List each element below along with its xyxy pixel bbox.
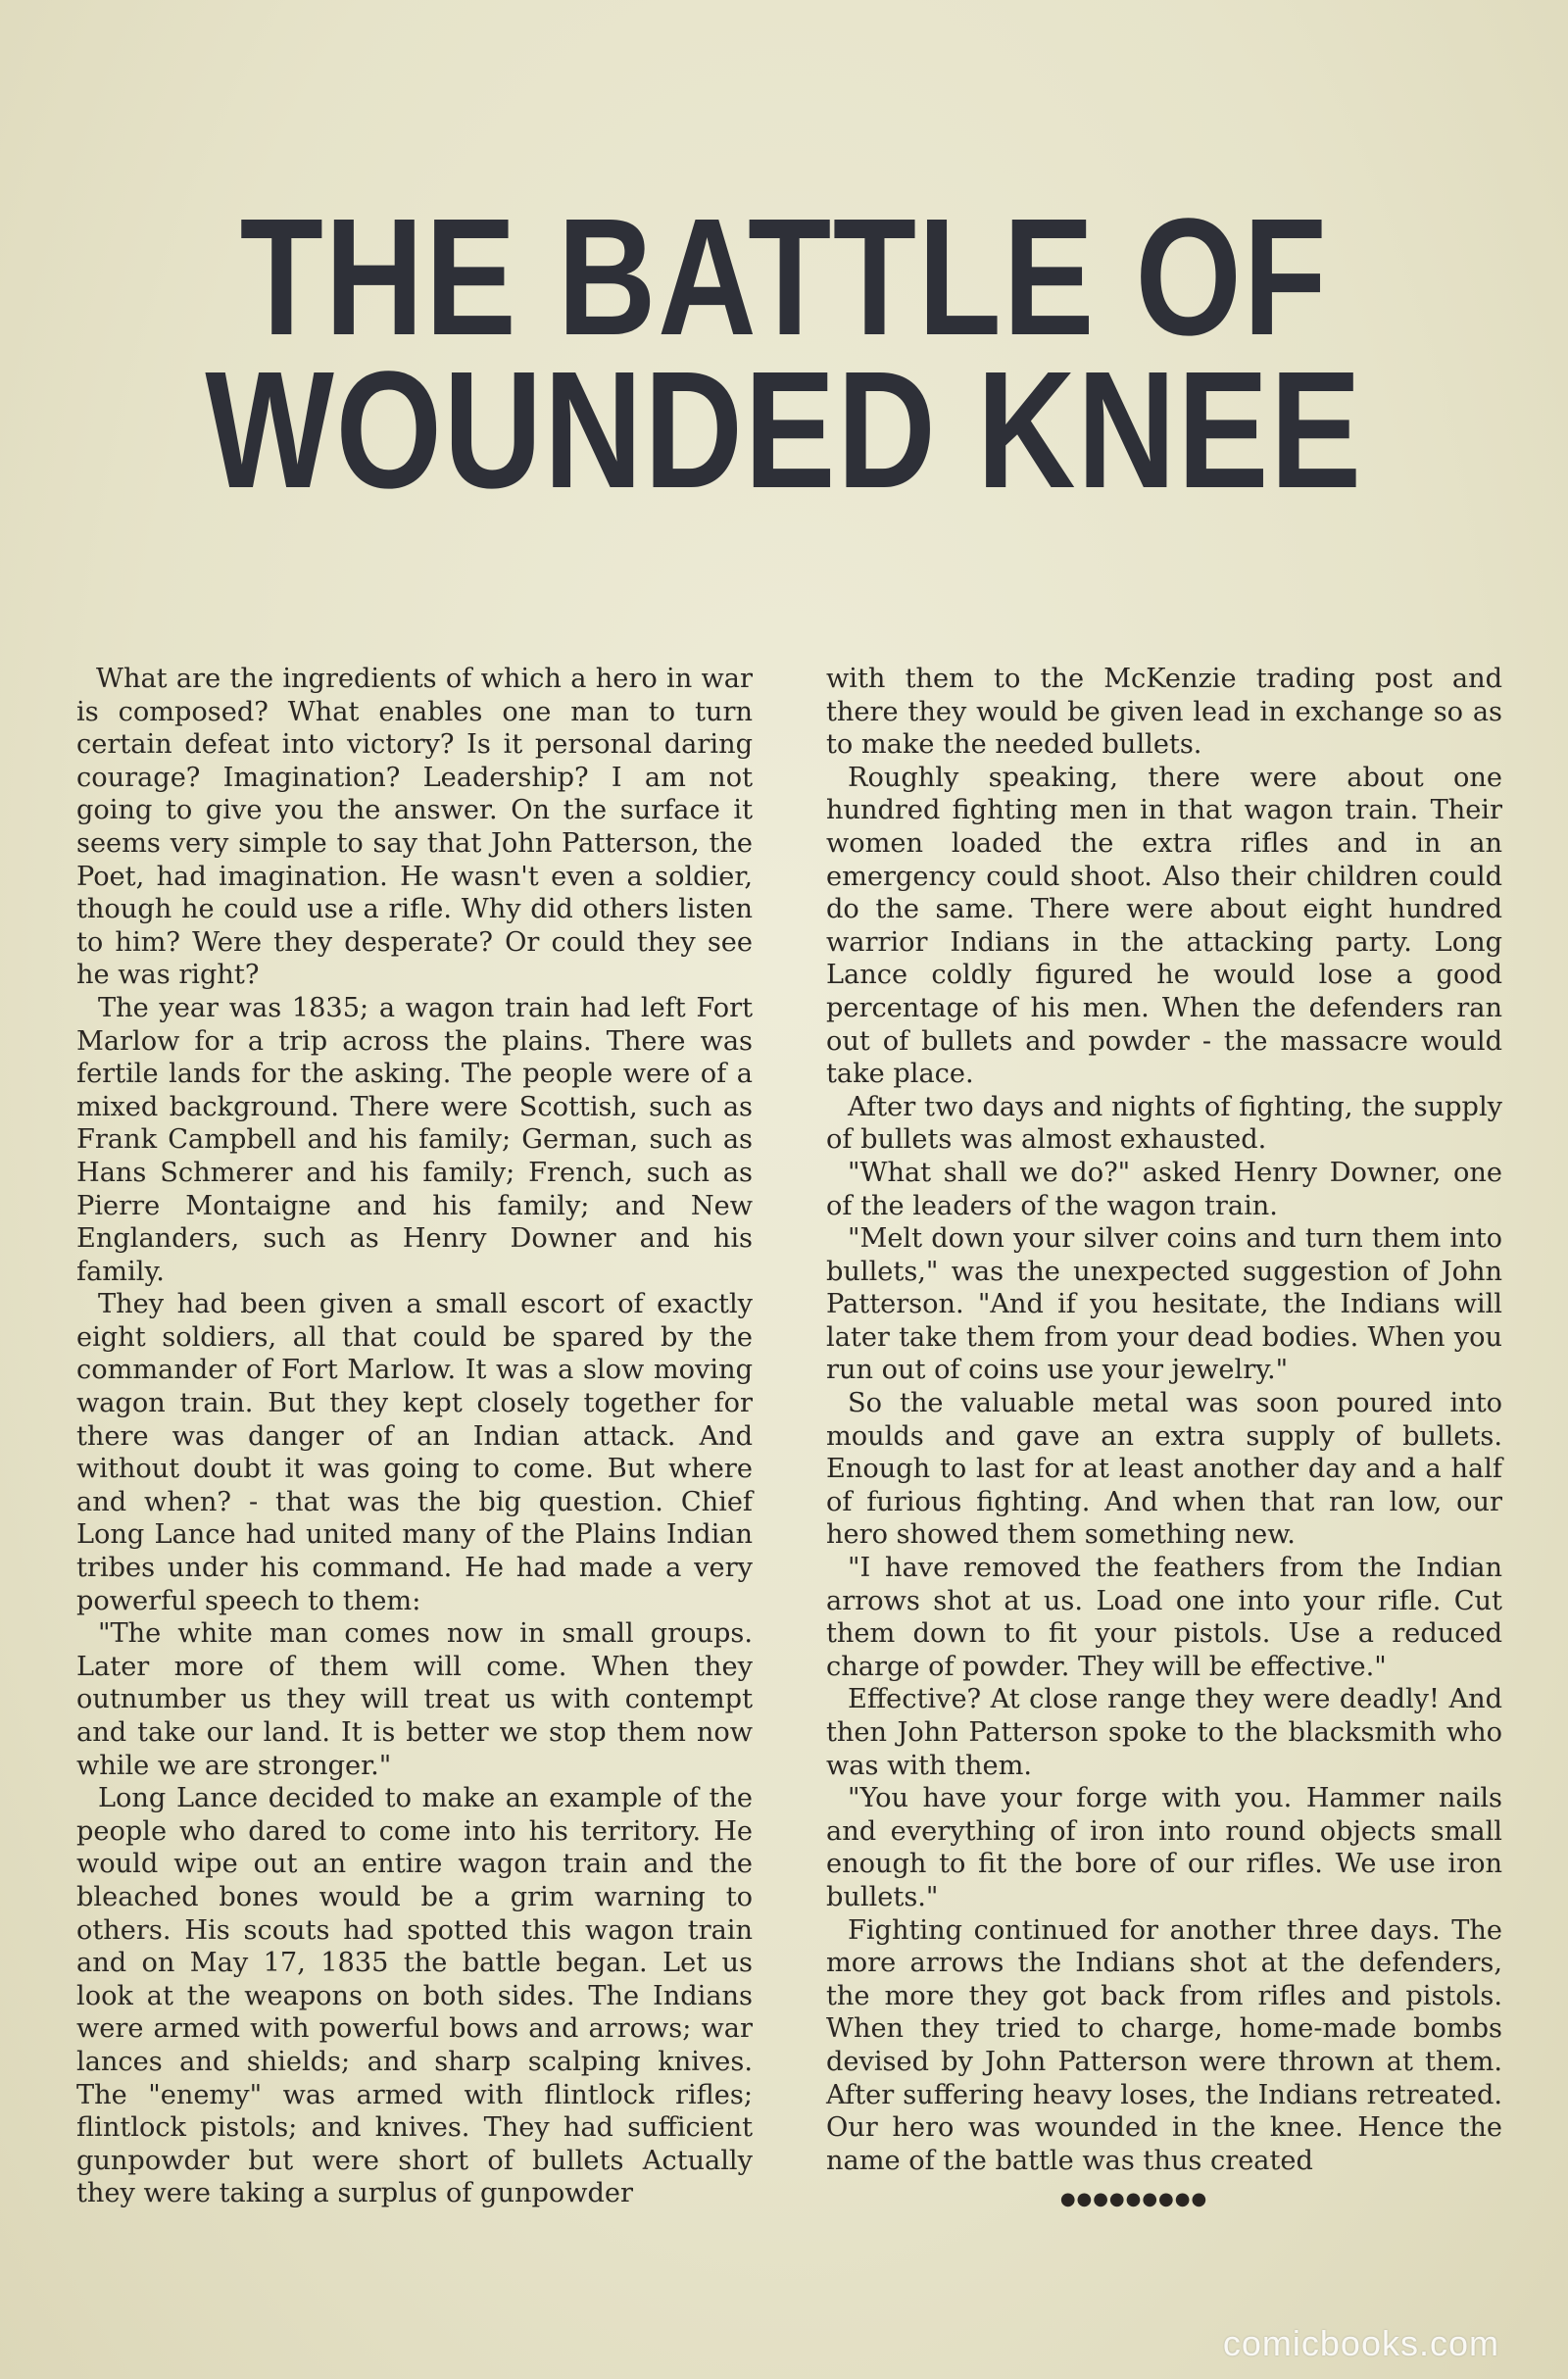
paragraph: with them to the McKenzie trading post and there they would be given lead in exchange so as to make the needed bullets. <box>826 664 1502 761</box>
paragraph: What are the ingredients of which a hero in war is composed? What enables one man to turn certain defeat into victory? Is it personal daring courage? Imagination? Leadership? I am not going to give you the answer. On the surface it seems very simple to say that John Patterson, the Poet, had imagination. He wasn't even a soldier, though he could use a rifle. Why did others listen to him? Were they desperate? Or could they see he was right? <box>76 664 753 991</box>
article-title <box>141 184 1427 523</box>
paragraph: "You have your forge with you. Hammer nails and everything of iron into round objects small enough to fit the bore of our rifles. We use iron bullets." <box>826 1783 1502 1912</box>
watermark: comicbooks.com <box>1222 2323 1499 2363</box>
paragraph: The year was 1835; a wagon train had left Fort Marlow for a trip across the plains. There was fertile lands for the asking. The people were of a mixed background. There were Scottish, such as Frank Campbell and his family; German, such as Hans Schmerer and his family; French, such as Pierre Montaigne and his family; and New Englanders, such as Henry Downer and his family. <box>76 992 753 1287</box>
title-line-2: WOUNDED KNEE <box>205 337 1363 523</box>
paragraph: After two days and nights of fighting, the supply of bullets was almost exhausted. <box>826 1091 1502 1156</box>
left-column <box>76 663 753 2210</box>
paragraph: "What shall we do?" asked Henry Downer, one of the leaders of the wagon train. <box>826 1157 1502 1221</box>
paragraph: "Melt down your silver coins and turn them into bullets," was the unexpected suggestion of John Patterson. "And if you hesitate, the Indians will later take them from your dead bodies. When you run out of coins use your jewelry." <box>826 1223 1502 1386</box>
end-ornament: ●●●●●●●●● <box>1059 2189 1208 2209</box>
paragraph: "The white man comes now in small groups. Later more of them will come. When they outnumber us they will treat us with contempt and take our land. It is better we stop them now while we are stronger." <box>76 1618 753 1781</box>
paragraph: Effective? At close range they were deadly! And then John Patterson spoke to the blacksmith who was with them. <box>826 1684 1502 1781</box>
paragraph: Long Lance decided to make an example of the people who dared to come into his territory. He would wipe out an entire wagon train and the bleached bones would be a grim warning to others. His scouts had spotted this wagon train and on May 17, 1835 the battle began. Let us look at the weapons on both sides. The Indians were armed with powerful bows and arrows; war lances and shields; and sharp scalping knives. The "enemy" was armed with flintlock rifles; flintlock pistols; and knives. They had sufficient gunpowder but were short of bullets Actually they were taking a surplus of gunpowder <box>76 1783 753 2209</box>
paragraph: "I have removed the feathers from the Indian arrows shot at us. Load one into your rifle. Cut them down to fit your pistols. Use a reduced charge of powder. They will be effective." <box>826 1553 1502 1682</box>
right-column <box>826 663 1502 2177</box>
paragraph: They had been given a small escort of exactly eight soldiers, all that could be spared by the commander of Fort Marlow. It was a slow moving wagon train. But they kept closely together for there was danger of an Indian attack. And without doubt it was going to come. But where and when? - that was the big question. Chief Long Lance had united many of the Plains Indian tribes under his command. He had made a very powerful speech to them: <box>76 1289 753 1616</box>
paragraph: Roughly speaking, there were about one hundred fighting men in that wagon train. Their women loaded the extra rifles and in an emergency could shoot. Also their children could do the same. There were about eight hundred warrior Indians in the attacking party. Long Lance coldly figured he would lose a good percentage of his men. When the defenders ran out of bullets and powder - the massacre would take place. <box>826 762 1502 1090</box>
title-line-1: THE BATTLE OF <box>239 184 1329 371</box>
paragraph: Fighting continued for another three days. The more arrows the Indians shot at the defenders, the more they got back from rifles and pistols. When they tried to charge, home-made bombs devised by John Patterson were thrown at them. After suffering heavy loses, the Indians retreated. Our hero was wounded in the knee. Hence the name of the battle was thus created <box>826 1914 1502 2176</box>
paragraph: So the valuable metal was soon poured into moulds and gave an extra supply of bullets. Enough to last for at least another day and a half of furious fighting. And when that ran low, our hero showed them something new. <box>826 1388 1502 1551</box>
